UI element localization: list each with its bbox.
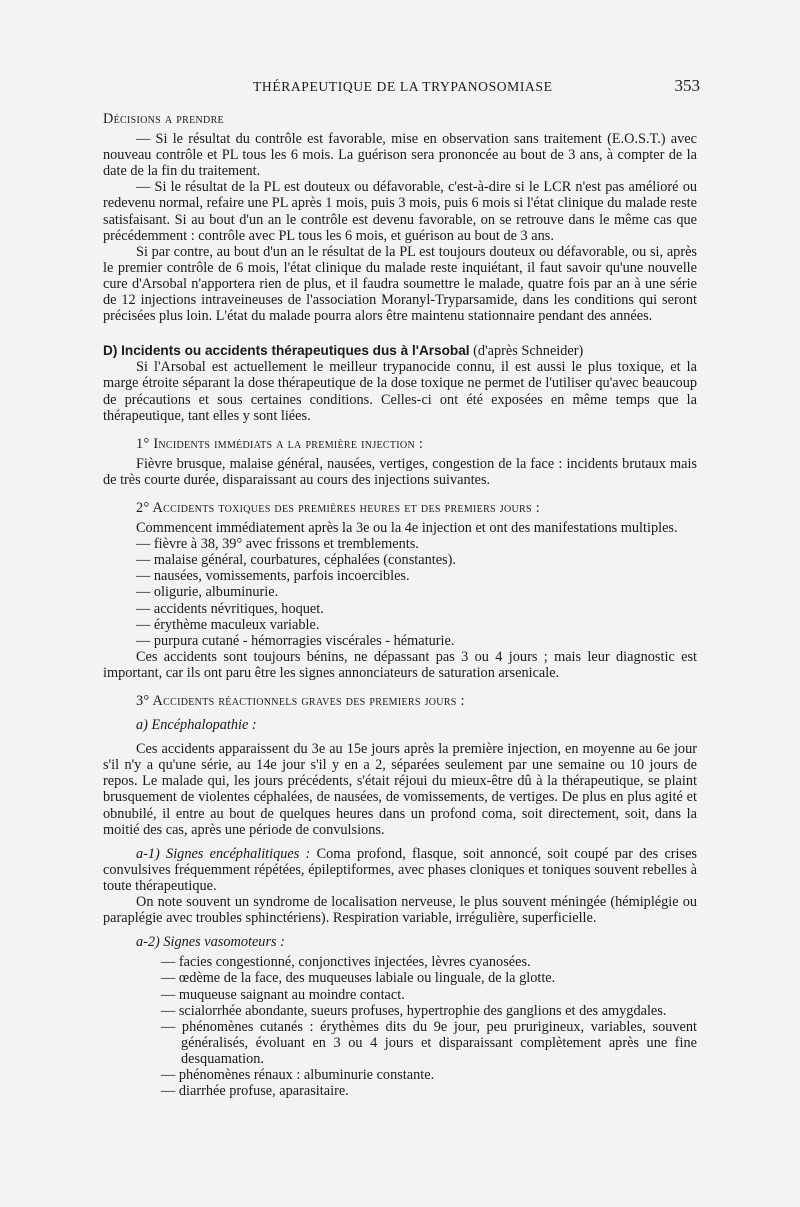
section-d-title-text: D) Incidents ou accidents thérapeutiques dus à l'Arsobal: [103, 343, 470, 359]
list-item: — accidents névritiques, hoquet.: [136, 600, 324, 617]
list-item: — diarrhée profuse, aparasitaire.: [161, 1083, 349, 1100]
list-item: — fièvre à 38, 39° avec frissons et tremblements.: [136, 536, 419, 553]
sub3-a1-text: Coma profond, flasque, soit annoncé, soit coupé par des crises convulsives fréquemment répétées, épileptiformes, avec phases cloniques et toniques souvent rebelles à toute thérapeutique.: [103, 845, 697, 894]
list-item: — oligurie, albuminurie.: [136, 584, 279, 601]
sub3-a-label-text: a) Encéphalopathie :: [136, 717, 257, 734]
decisions-heading: Décisions a prendre: [103, 111, 224, 127]
sub3-a2-list: [103, 954, 697, 1099]
decisions-paragraph-2: — Si le résultat de la PL est douteux ou défavorable, c'est-à-dire si le LCR n'est pas amélioré ou redevenu normal, refaire une PL après 1 mois, puis 3 mois, puis 6 mois si l'état clinique du malade reste satisfaisant. Si au bout d'un an le contrôle est devenu favorable, on se retrouve dans le même cas que précédemment : contrôle avec PL tous les 6 mois, et guérison au bout de 3 ans.: [103, 179, 697, 244]
page-header: [103, 76, 700, 96]
sub2-paragraph-1: Commencent immédiatement après la 3e ou la 4e injection et ont des manifestations multiples.: [136, 520, 678, 537]
sub3-a1-paragraph-2: On note souvent un syndrome de localisation nerveuse, le plus souvent méningée (hémiplégie ou paraplégie avec troubles sphinctériens). Respiration variable, irrégulière, superficielle.: [103, 894, 697, 927]
section-d-title: [103, 343, 697, 359]
list-item: — malaise général, courbatures, céphalées (constantes).: [136, 552, 456, 569]
sub3-a1-label: a-1) Signes encéphalitiques :: [136, 845, 311, 862]
sub3-a-label: [136, 717, 697, 733]
decisions-paragraph-3: Si par contre, au bout d'un an le résultat de la PL est toujours douteux ou défavorable, ou si, après le premier contrôle de 6 mois, l'état clinique du malade reste inquiétant, il faut savoir qu'une nouvelle cure d'Arsobal n'apportera rien de plus, et il faudra soumettre le malade, quatre fois par an à une série de 12 injections intraveineuses de l'association Moranyl-Tryparsamide, dans les conditions qui seront précisées plus loin. L'état du malade pourra alors être maintenu stationnaire pendant des années.: [103, 243, 697, 325]
sub3-heading: 3° Accidents réactionnels graves des premiers jours :: [136, 693, 465, 709]
section-d-author: (d'après Schneider): [473, 343, 584, 360]
sub3-a2-label-text: a-2) Signes vasomoteurs :: [136, 934, 285, 951]
sub2-symptom-list: [103, 536, 697, 649]
decisions-paragraph-1: — Si le résultat du contrôle est favorable, mise en observation sans traitement (E.O.S.T.) avec nouveau contrôle et PL tous les 6 mois. La guérison sera prononcée au bout de 3 ans, à compter de la date de la fin du traitement.: [103, 131, 697, 180]
list-item: — nausées, vomissements, parfois incoercibles.: [136, 568, 410, 585]
sub3-a1-paragraph: [103, 846, 697, 894]
sub1-paragraph: Fièvre brusque, malaise général, nausées, vertiges, congestion de la face : incidents brutaux mais de très courte durée, disparaissant au cours des injections suivantes.: [103, 455, 697, 488]
list-item: — phénomènes rénaux : albuminurie constante.: [161, 1066, 435, 1083]
list-item: — œdème de la face, des muqueuses labiale ou linguale, de la glotte.: [161, 970, 556, 987]
list-item: — facies congestionné, conjonctives injectées, lèvres cyanosées.: [161, 954, 531, 971]
section-d-paragraph: Si l'Arsobal est actuellement le meilleur trypanocide connu, il est aussi le plus toxique, et la marge étroite séparant la dose thérapeutique de la dose toxique ne permet de l'utiliser qu'avec beaucoup de précautions et sous certaines conditions. Celles-ci ont été exposées en même temps que la thérapeutique, tant elles y sont liées.: [103, 359, 697, 424]
sub2-paragraph-2: Ces accidents sont toujours bénins, ne dépassant pas 3 ou 4 jours ; mais leur diagnostic est important, car ils ont paru être les signes annonciateurs de saturation arsenicale.: [103, 648, 697, 681]
list-item: — érythème maculeux variable.: [136, 616, 320, 633]
page-content: [103, 111, 697, 1099]
page-number: 353: [674, 76, 700, 95]
running-title: THÉRAPEUTIQUE DE LA TRYPANOSOMIASE: [253, 79, 553, 94]
list-item: — muqueuse saignant au moindre contact.: [161, 986, 405, 1003]
list-item: — phénomènes cutanés : érythèmes dits du 9e jour, peu prurigineux, variables, souvent généralisés, évoluant en 3 ou 4 jours et disparaissant complètement après une fine desquamation.: [161, 1018, 697, 1067]
list-item: — scialorrhée abondante, sueurs profuses, hypertrophie des ganglions et des amygdales.: [161, 1002, 667, 1019]
sub3-paragraph-1: Ces accidents apparaissent du 3e au 15e jours après la première injection, en moyenne au 6e jour s'il n'y a qu'une série, au 14e jour s'il y en a 2, séparées seulement par une semaine ou 10 jours de repos. Le malade qui, les jours précédents, s'était réjoui du mieux-être dû à la thérapeutique, se plaint brusquement de violentes céphalées, de nausées, de vomissements, de vertiges. De plus en plus agité et obnubilé, il entre au bout de quelques heures dans un profond coma, soit directement, soit, dans la moitié des cas, après une période de convulsions.: [103, 741, 697, 838]
sub2-heading: 2° Accidents toxiques des premières heures et des premiers jours :: [136, 499, 540, 516]
sub1-heading: 1° Incidents immédiats a la première injection :: [136, 435, 424, 452]
sub3-a2-label: [136, 934, 697, 950]
list-item: — purpura cutané - hémorragies viscérales - hématurie.: [136, 632, 455, 649]
